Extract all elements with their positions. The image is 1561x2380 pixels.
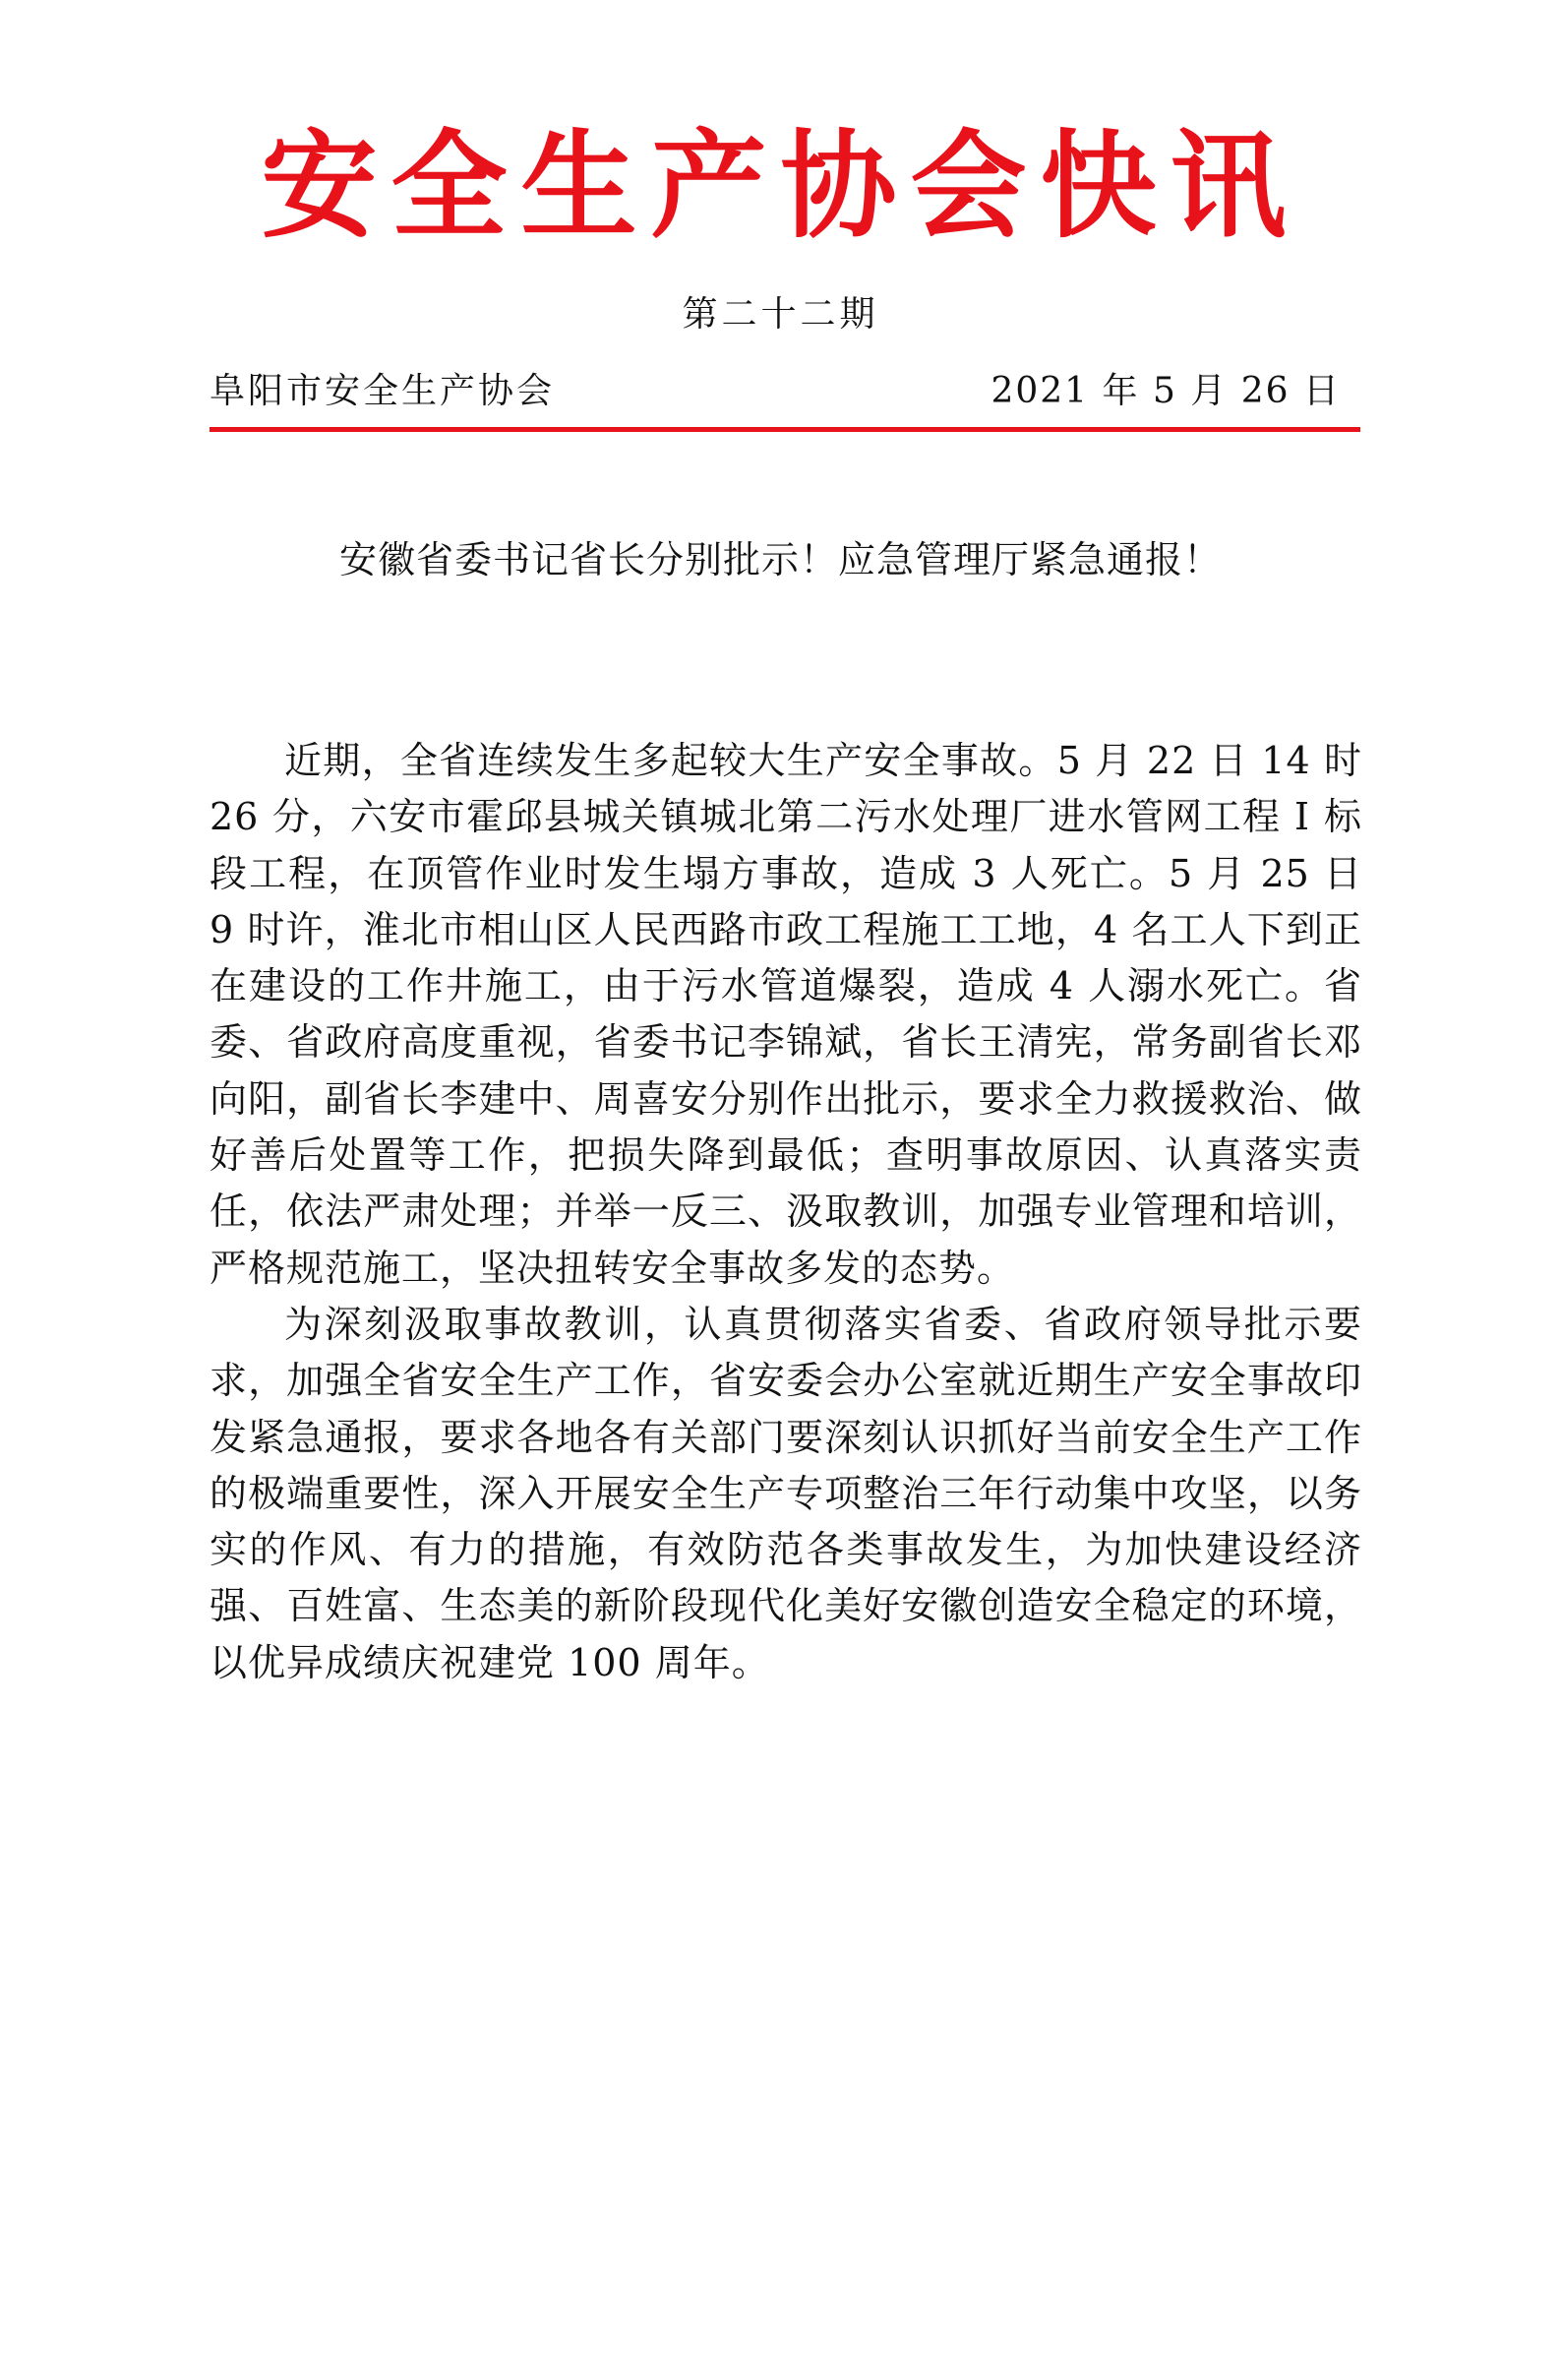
publication-date: 2021 年 5 月 26 日	[991, 371, 1341, 411]
masthead-title: 安全生产协会快讯	[261, 118, 1300, 254]
red-divider-rule	[210, 427, 1360, 432]
article-paragraph-2: 为深刻汲取事故教训，认真贯彻落实省委、省政府领导批示要求，加强全省安全生产工作，省安委会办公室就近期生产安全事故印发紧急通报，要求各地各有关部门要深刻认识抓好当前安全生产工作的极端重要性，深入开展安全生产专项整治三年行动集中攻坚，以务实的作风、有力的措施，有效防范各类事故发生，为加快建设经济强、百姓富、生态美的新阶段现代化美好安徽创造安全稳定的环境，以优异成绩庆祝建党 100 周年。	[210, 1302, 1362, 1684]
issue-number: 第二十二期	[682, 294, 879, 335]
masthead-meta-row	[210, 369, 1360, 414]
article-headline: 安徽省委书记省长分别批示！应急管理厅紧急通报！	[338, 538, 1222, 581]
article-paragraph-1: 近期，全省连续发生多起较大生产安全事故。5 月 22 日 14 时 26 分，六安市霍邱县城关镇城北第二污水处理厂进水管网工程 Ⅰ 标段工程，在顶管作业时发生塌方事故，造成 3 人死亡。5 月 25 日 9 时许，淮北市相山区人民西路市政工程施工工地，4 名工人下到正在建设的工作井施工，由于污水管道爆裂，造成 4 人溺水死亡。省委、省政府高度重视，省委书记李锦斌，省长王清宪，常务副省长邓向阳，副省长李建中、周喜安分别作出批示，要求全力救援救治、做好善后处置等工作，把损失降到最低；查明事故原因、认真落实责任，依法严肃处理；并举一反三、汲取教训，加强专业管理和培训，严格规范施工，坚决扭转安全事故多发的态势。	[210, 739, 1362, 1290]
article-body	[210, 733, 1362, 1691]
publisher-organization: 阜阳市安全生产协会	[210, 371, 556, 411]
